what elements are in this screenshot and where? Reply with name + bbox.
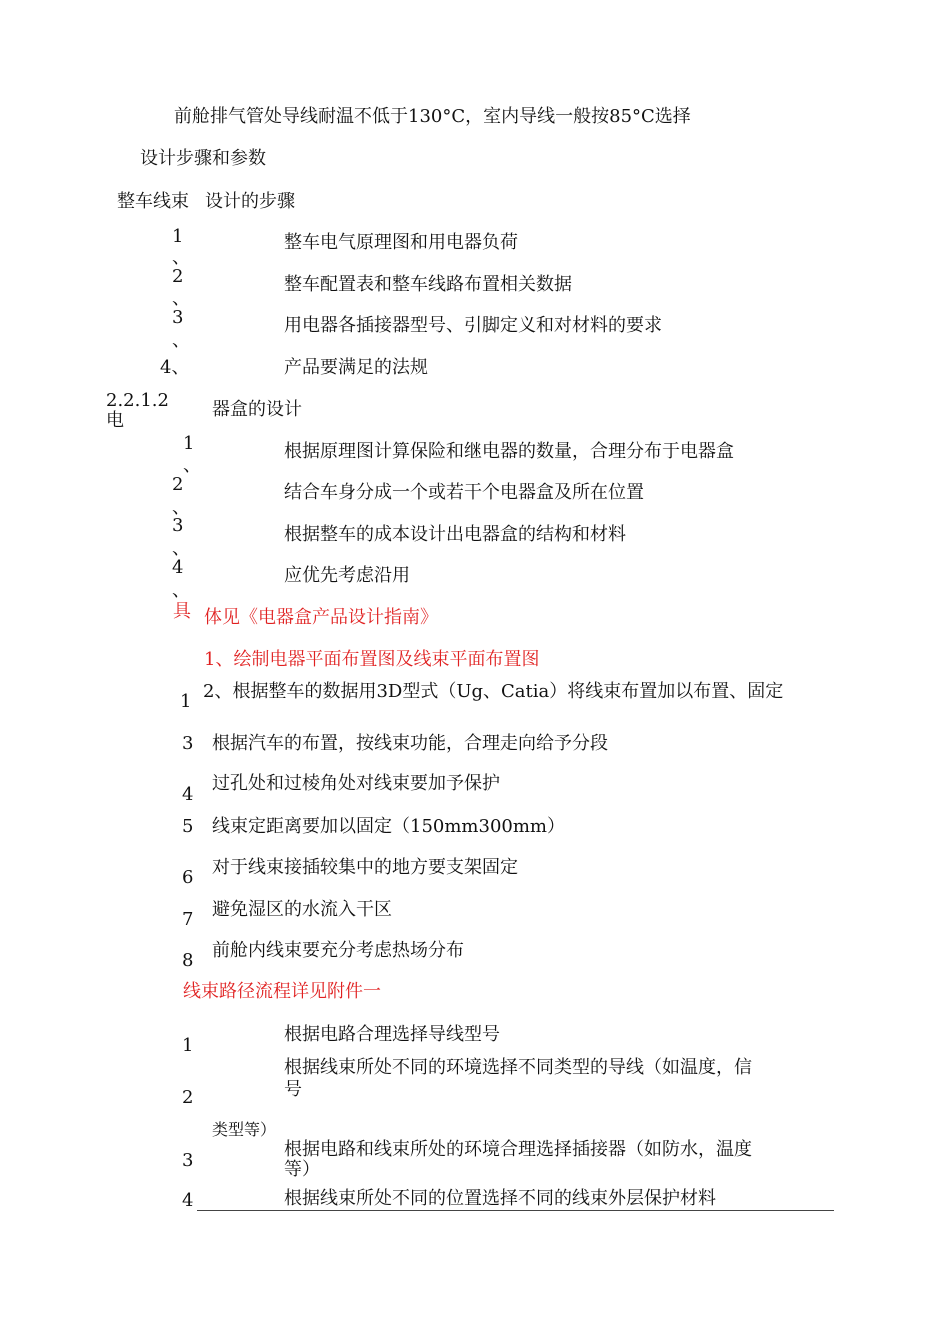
layout-item-text: 前舱内线束要充分考虑热场分布 [212, 940, 464, 961]
vehicle-item-num: 1 [172, 226, 184, 247]
section-heading: 设计步骤和参数 [140, 148, 266, 169]
box-item-text: 结合车身分成一个或若干个电器盒及所在位置 [284, 482, 644, 503]
layout-item-text: 过孔处和过棱角处对线束要加予保护 [212, 773, 500, 794]
vehicle-item-text: 用电器各插接器型号、引脚定义和对材料的要求 [284, 315, 662, 336]
box-item-num: 1 [183, 433, 195, 454]
vehicle-item-num: 3 [172, 307, 184, 328]
wire-item-text: 根据电路和线束所处的环境合理选择插接器（如防水，温度 [284, 1139, 752, 1160]
vehicle-item-text: 整车配置表和整车线路布置相关数据 [284, 274, 572, 295]
layout-item-text: 线束定距离要加以固定（150mm300mm） [212, 816, 565, 837]
intro-line: 前舱排气管处导线耐温不低于130°C，室内导线一般按85°C选择 [174, 106, 691, 127]
layout-red-step: 1、绘制电器平面布置图及线束平面布置图 [204, 649, 540, 670]
box-item-num: 2 [172, 474, 184, 495]
box-section-title: 器盒的设计 [212, 399, 302, 420]
vehicle-item-mark: 、 [172, 288, 190, 309]
box-item-mark: 、 [172, 580, 190, 601]
box-item-text: 应优先考虑沿用 [284, 565, 410, 586]
wire-item-num: 4 [182, 1190, 194, 1211]
layout-item-text: 根据汽车的布置，按线束功能，合理走向给予分段 [212, 733, 608, 754]
vehicle-item-num: 4、 [160, 357, 190, 378]
vehicle-item-mark: 、 [172, 247, 190, 268]
wire-item-continuation: 类型等） [212, 1120, 277, 1139]
box-item-text: 根据原理图计算保险和继电器的数量，合理分布于电器盒 [284, 441, 734, 462]
layout-item-num: 6 [182, 867, 194, 888]
layout-item-num: 5 [182, 816, 194, 837]
wire-item-text: 根据电路合理选择导线型号 [284, 1024, 500, 1045]
layout-item-text: 2、根据整车的数据用3D型式（Ug、Catia）将线束布置加以布置、固定 [203, 681, 784, 702]
vehicle-item-num: 2 [172, 266, 184, 287]
wire-item-num: 2 [182, 1087, 194, 1108]
box-item-num: 3 [172, 515, 184, 536]
layout-item-num: 4 [182, 784, 194, 805]
wire-item-text-line2: 号 [284, 1079, 302, 1100]
vehicle-item-text: 产品要满足的法规 [284, 357, 428, 378]
box-ref-prefix: 具 [173, 601, 191, 622]
layout-item-text: 对于线束接插较集中的地方要支架固定 [212, 857, 518, 878]
box-item-text: 根据整车的成本设计出电器盒的结构和材料 [284, 524, 626, 545]
wire-item-text-line2: 等） [284, 1159, 320, 1180]
box-item-mark: 、 [172, 538, 190, 559]
vehicle-section-title: 设计的步骤 [205, 191, 295, 212]
layout-item-num: 1 [180, 691, 192, 712]
vehicle-item-text: 整车电气原理图和用电器负荷 [284, 232, 518, 253]
vehicle-section-label: 整车线束 [117, 191, 189, 212]
wire-item-num: 1 [182, 1035, 194, 1056]
wire-item-num: 3 [182, 1150, 194, 1171]
box-item-num: 4 [172, 557, 184, 578]
bottom-rule [197, 1210, 834, 1211]
box-item-mark: 、 [172, 497, 190, 518]
layout-red-note: 线束路径流程详见附件一 [183, 981, 381, 1002]
box-section-label: 2.2.1.2电 [106, 391, 169, 431]
box-item-mark: 、 [183, 455, 201, 476]
layout-item-num: 8 [182, 950, 194, 971]
wire-item-text: 根据线束所处不同的环境选择不同类型的导线（如温度，信 [284, 1057, 752, 1078]
box-ref-text: 体见《电器盒产品设计指南》 [204, 607, 438, 628]
layout-item-num: 3 [182, 733, 194, 754]
layout-item-text: 避免湿区的水流入干区 [212, 899, 392, 920]
vehicle-item-mark: 、 [172, 330, 190, 351]
layout-item-num: 7 [182, 909, 194, 930]
wire-item-text: 根据线束所处不同的位置选择不同的线束外层保护材料 [284, 1188, 716, 1209]
